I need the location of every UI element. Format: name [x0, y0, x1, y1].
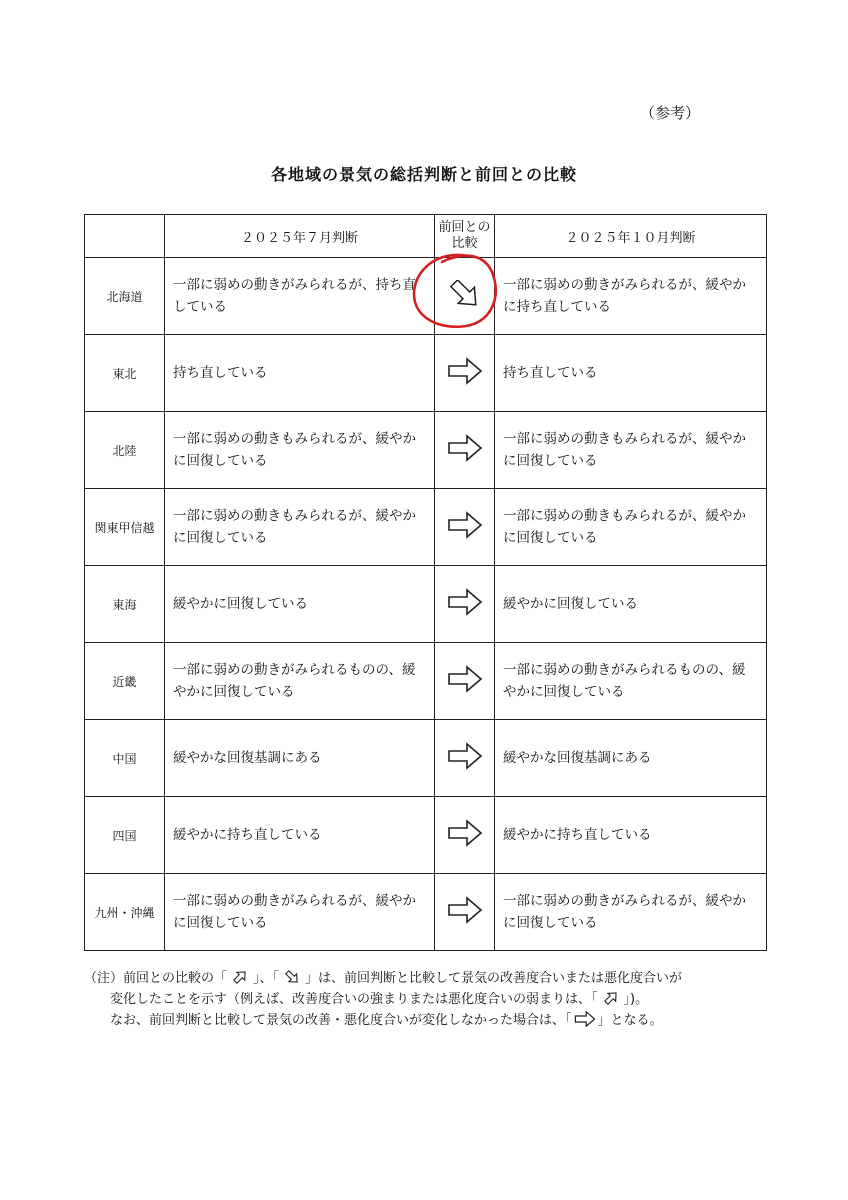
right-arrow-icon [445, 665, 485, 693]
footnote-text: 変化したことを示す（例えば、改善度合いの強まりまたは悪化度合いの弱まりは、「 [110, 992, 598, 1007]
table-row [85, 335, 767, 412]
current-judgment: 一部に弱めの動きがみられるが、緩やかに持ち直している [495, 258, 767, 335]
footnote [84, 968, 774, 1031]
comparison-cell [435, 720, 495, 797]
current-judgment: 一部に弱めの動きもみられるが、緩やかに回復している [495, 412, 767, 489]
footnote-text: 」は、前回判断と比較して景気の改善度合いまたは悪化度合いが [305, 971, 683, 986]
comparison-cell [435, 489, 495, 566]
right-arrow-icon [445, 742, 485, 770]
previous-judgment: 持ち直している [165, 335, 435, 412]
previous-judgment: 一部に弱めの動きもみられるが、緩やかに回復している [165, 489, 435, 566]
up-right-arrow-icon [227, 969, 253, 985]
comparison-cell [435, 874, 495, 951]
footnote-line-3 [84, 1010, 774, 1031]
region-name: 関東甲信越 [85, 489, 165, 566]
comparison-cell [435, 797, 495, 874]
region-name: 北海道 [85, 258, 165, 335]
current-judgment: 一部に弱めの動きがみられるものの、緩やかに回復している [495, 643, 767, 720]
table-row [85, 874, 767, 951]
page-title: 各地域の景気の総括判断と前回との比較 [270, 165, 577, 184]
region-name: 北陸 [85, 412, 165, 489]
previous-judgment: 一部に弱めの動きがみられるが、緩やかに回復している [165, 874, 435, 951]
region-name: 中国 [85, 720, 165, 797]
footnote-text: 」となる。 [597, 1013, 663, 1028]
table-row [85, 412, 767, 489]
right-arrow-icon [445, 357, 485, 385]
header-current: ２０２５年１０月判断 [495, 215, 767, 258]
current-judgment: 緩やかな回復基調にある [495, 720, 767, 797]
previous-judgment: 一部に弱めの動きがみられるものの、緩やかに回復している [165, 643, 435, 720]
header-comparison: 前回との比較 [435, 215, 495, 258]
table-row [85, 643, 767, 720]
right-arrow-icon [445, 819, 485, 847]
region-name: 近畿 [85, 643, 165, 720]
region-name: 東海 [85, 566, 165, 643]
current-judgment: 緩やかに回復している [495, 566, 767, 643]
region-name: 東北 [85, 335, 165, 412]
region-name: 四国 [85, 797, 165, 874]
down-right-arrow-icon [445, 280, 485, 308]
table-row [85, 489, 767, 566]
footnote-text: （注）前回との比較の「 [84, 971, 228, 986]
header-previous: ２０２５年７月判断 [165, 215, 435, 258]
current-judgment: 持ち直している [495, 335, 767, 412]
current-judgment: 緩やかに持ち直している [495, 797, 767, 874]
right-arrow-icon [445, 896, 485, 924]
comparison-cell [435, 566, 495, 643]
comparison-table [84, 214, 767, 951]
comparison-cell [435, 412, 495, 489]
reference-label: （参考） [640, 104, 701, 122]
table-row [85, 720, 767, 797]
comparison-cell [435, 258, 495, 335]
footnote-line-1 [84, 968, 774, 989]
up-right-arrow-icon [598, 990, 624, 1006]
right-arrow-icon [445, 511, 485, 539]
table-header-row [85, 215, 767, 258]
right-arrow-icon [572, 1011, 598, 1027]
previous-judgment: 一部に弱めの動きもみられるが、緩やかに回復している [165, 412, 435, 489]
footnote-text: 」)。 [623, 992, 649, 1007]
region-name: 九州・沖縄 [85, 874, 165, 951]
table-row [85, 258, 767, 335]
header-region [85, 215, 165, 258]
previous-judgment: 緩やかな回復基調にある [165, 720, 435, 797]
right-arrow-icon [445, 434, 485, 462]
footnote-text: 」、「 [253, 971, 280, 986]
previous-judgment: 一部に弱めの動きがみられるが、持ち直している [165, 258, 435, 335]
current-judgment: 一部に弱めの動きもみられるが、緩やかに回復している [495, 489, 767, 566]
comparison-cell [435, 335, 495, 412]
down-right-arrow-icon [279, 969, 305, 985]
right-arrow-icon [445, 588, 485, 616]
table-row [85, 566, 767, 643]
current-judgment: 一部に弱めの動きがみられるが、緩やかに回復している [495, 874, 767, 951]
comparison-cell [435, 643, 495, 720]
previous-judgment: 緩やかに持ち直している [165, 797, 435, 874]
footnote-text: なお、前回判断と比較して景気の改善・悪化度合いが変化しなかった場合は、「 [110, 1013, 572, 1028]
previous-judgment: 緩やかに回復している [165, 566, 435, 643]
footnote-line-2 [84, 989, 774, 1010]
table-row [85, 797, 767, 874]
